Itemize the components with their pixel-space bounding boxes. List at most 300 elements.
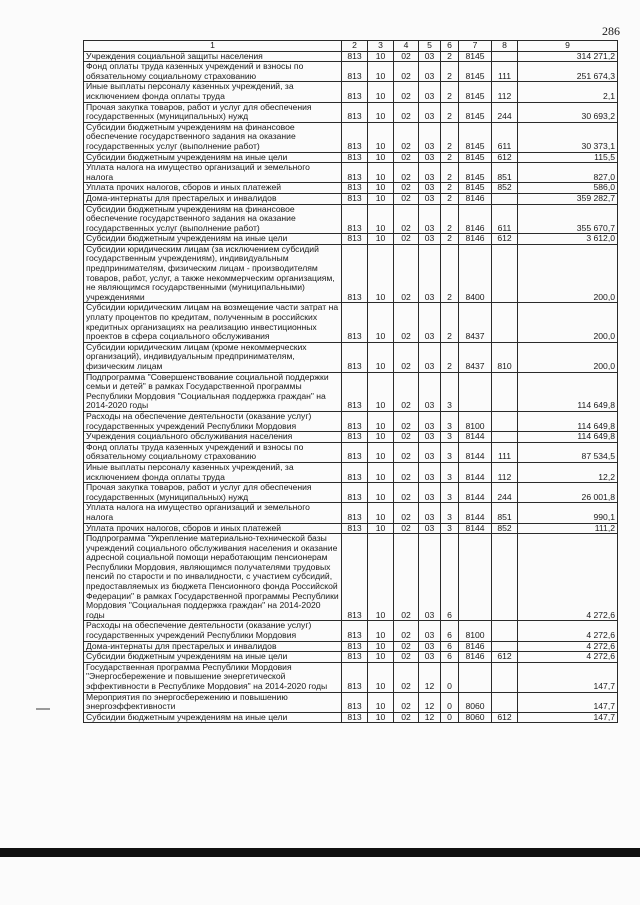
program-code: 03 <box>419 62 441 82</box>
admin-code: 813 <box>342 204 368 234</box>
subsection-code: 02 <box>394 183 419 194</box>
article-code: 8146 <box>459 204 492 234</box>
row-name: Государственная программа Республики Мордовия "Энергосбережение и повышение энергетической эффективности в Республике Мордовия" на 2014-2020 годы <box>84 662 342 692</box>
program-code: 03 <box>419 483 441 503</box>
article-code: 8437 <box>459 342 492 372</box>
table-header-row <box>84 41 618 52</box>
amount: 30 373,1 <box>518 122 618 152</box>
section-code: 10 <box>368 303 394 342</box>
row-name: Дома-интернаты для престарелых и инвалидов <box>84 193 342 204</box>
subprogram-code: 2 <box>441 303 459 342</box>
section-code: 10 <box>368 621 394 641</box>
subsection-code: 02 <box>394 534 419 621</box>
expense-type-code: 244 <box>492 102 518 122</box>
amount: 251 674,3 <box>518 62 618 82</box>
section-code: 10 <box>368 483 394 503</box>
subsection-code: 02 <box>394 303 419 342</box>
column-header-1: 1 <box>84 41 342 52</box>
section-code: 10 <box>368 152 394 163</box>
article-code: 8100 <box>459 411 492 431</box>
amount: 200,0 <box>518 244 618 303</box>
program-code: 03 <box>419 183 441 194</box>
admin-code: 813 <box>342 503 368 523</box>
subsection-code: 02 <box>394 204 419 234</box>
expense-type-code <box>492 692 518 712</box>
subsection-code: 02 <box>394 342 419 372</box>
article-code: 8144 <box>459 503 492 523</box>
section-code: 10 <box>368 102 394 122</box>
table-row <box>84 82 618 102</box>
subsection-code: 02 <box>394 692 419 712</box>
article-code: 8145 <box>459 122 492 152</box>
admin-code: 813 <box>342 621 368 641</box>
subsection-code: 02 <box>394 122 419 152</box>
table-row <box>84 523 618 534</box>
table-row <box>84 692 618 712</box>
row-name: Субсидии бюджетным учреждениям на иные цели <box>84 152 342 163</box>
row-name: Субсидии бюджетным учреждениям на иные цели <box>84 234 342 245</box>
subprogram-code: 2 <box>441 234 459 245</box>
expense-type-code: 612 <box>492 652 518 663</box>
amount: 12,2 <box>518 462 618 482</box>
column-header-2: 2 <box>342 41 368 52</box>
expense-type-code <box>492 662 518 692</box>
row-name: Фонд оплаты труда казенных учреждений и взносы по обязательному социальному страхованию <box>84 62 342 82</box>
amount: 114 649,8 <box>518 372 618 411</box>
admin-code: 813 <box>342 303 368 342</box>
subprogram-code: 0 <box>441 692 459 712</box>
subprogram-code: 0 <box>441 662 459 692</box>
admin-code: 813 <box>342 193 368 204</box>
section-code: 10 <box>368 411 394 431</box>
subsection-code: 02 <box>394 244 419 303</box>
program-code: 03 <box>419 503 441 523</box>
article-code <box>459 372 492 411</box>
subsection-code: 02 <box>394 102 419 122</box>
expense-type-code: 611 <box>492 122 518 152</box>
article-code: 8145 <box>459 62 492 82</box>
table-row <box>84 234 618 245</box>
article-code: 8146 <box>459 652 492 663</box>
row-name: Подпрограмма "Совершенствование социальной поддержки семьи и детей" в рамках Государственной программы Республики Мордовия "Социальная поддержка граждан" на 2014-2020 годы <box>84 372 342 411</box>
article-code: 8144 <box>459 442 492 462</box>
section-code: 10 <box>368 692 394 712</box>
article-code: 8437 <box>459 303 492 342</box>
amount: 4 272,6 <box>518 652 618 663</box>
article-code: 8145 <box>459 102 492 122</box>
expense-type-code: 612 <box>492 712 518 723</box>
expense-type-code: 851 <box>492 163 518 183</box>
program-code: 03 <box>419 244 441 303</box>
row-name: Учреждения социального обслуживания населения <box>84 432 342 443</box>
subprogram-code: 6 <box>441 652 459 663</box>
admin-code: 813 <box>342 244 368 303</box>
admin-code: 813 <box>342 102 368 122</box>
expense-type-code <box>492 411 518 431</box>
amount: 30 693,2 <box>518 102 618 122</box>
expense-type-code: 111 <box>492 442 518 462</box>
program-code: 03 <box>419 641 441 652</box>
table-row <box>84 652 618 663</box>
subprogram-code: 6 <box>441 641 459 652</box>
row-name: Субсидии юридическим лицам (кроме некоммерческих организаций), индивидуальным предпринимателям, физическим лицам <box>84 342 342 372</box>
section-code: 10 <box>368 641 394 652</box>
subprogram-code: 3 <box>441 442 459 462</box>
admin-code: 813 <box>342 442 368 462</box>
program-code: 03 <box>419 51 441 62</box>
subprogram-code: 3 <box>441 483 459 503</box>
subprogram-code: 2 <box>441 102 459 122</box>
table-row <box>84 372 618 411</box>
subsection-code: 02 <box>394 163 419 183</box>
amount: 200,0 <box>518 342 618 372</box>
expense-type-code: 612 <box>492 234 518 245</box>
section-code: 10 <box>368 462 394 482</box>
row-name: Дома-интернаты для престарелых и инвалидов <box>84 641 342 652</box>
amount: 114 649,8 <box>518 432 618 443</box>
amount: 4 272,6 <box>518 641 618 652</box>
article-code: 8145 <box>459 163 492 183</box>
program-code: 03 <box>419 342 441 372</box>
section-code: 10 <box>368 503 394 523</box>
row-name: Иные выплаты персоналу казенных учреждений, за исключением фонда оплаты труда <box>84 82 342 102</box>
expense-type-code: 810 <box>492 342 518 372</box>
page-number: 286 <box>602 24 620 38</box>
expense-type-code <box>492 534 518 621</box>
article-code: 8144 <box>459 523 492 534</box>
table-row <box>84 534 618 621</box>
subsection-code: 02 <box>394 432 419 443</box>
row-name: Уплата прочих налогов, сборов и иных платежей <box>84 183 342 194</box>
subsection-code: 02 <box>394 442 419 462</box>
expense-type-code: 852 <box>492 523 518 534</box>
expense-type-code <box>492 193 518 204</box>
section-code: 10 <box>368 163 394 183</box>
column-header-5: 5 <box>419 41 441 52</box>
program-code: 03 <box>419 152 441 163</box>
section-code: 10 <box>368 534 394 621</box>
amount: 355 670,7 <box>518 204 618 234</box>
column-header-3: 3 <box>368 41 394 52</box>
table-row <box>84 462 618 482</box>
expense-type-code <box>492 372 518 411</box>
expense-type-code <box>492 51 518 62</box>
subsection-code: 02 <box>394 411 419 431</box>
row-name: Прочая закупка товаров, работ и услуг для обеспечения государственных (муниципальных) нужд <box>84 102 342 122</box>
section-code: 10 <box>368 432 394 443</box>
section-code: 10 <box>368 62 394 82</box>
table-row <box>84 503 618 523</box>
expense-type-code <box>492 244 518 303</box>
table-row <box>84 442 618 462</box>
admin-code: 813 <box>342 432 368 443</box>
program-code: 03 <box>419 442 441 462</box>
amount: 200,0 <box>518 303 618 342</box>
admin-code: 813 <box>342 534 368 621</box>
row-name: Субсидии юридическим лицам (за исключением субсидий государственным учреждениям), индивидуальным предпринимателям, физическим лицам - производителям товаров, работ, услуг, а также некоммерческим организациям, не являющимся государственными (муниципальными) учреждениями <box>84 244 342 303</box>
admin-code: 813 <box>342 372 368 411</box>
article-code: 8145 <box>459 51 492 62</box>
table-row <box>84 641 618 652</box>
subsection-code: 02 <box>394 462 419 482</box>
subprogram-code: 3 <box>441 432 459 443</box>
column-header-6: 6 <box>441 41 459 52</box>
subprogram-code: 2 <box>441 82 459 102</box>
subsection-code: 02 <box>394 712 419 723</box>
admin-code: 813 <box>342 712 368 723</box>
program-code: 03 <box>419 432 441 443</box>
subprogram-code: 6 <box>441 534 459 621</box>
section-code: 10 <box>368 662 394 692</box>
section-code: 10 <box>368 244 394 303</box>
subprogram-code: 0 <box>441 712 459 723</box>
admin-code: 813 <box>342 652 368 663</box>
article-code: 8060 <box>459 712 492 723</box>
column-header-8: 8 <box>492 41 518 52</box>
table-row <box>84 152 618 163</box>
amount: 4 272,6 <box>518 621 618 641</box>
section-code: 10 <box>368 523 394 534</box>
article-code <box>459 662 492 692</box>
admin-code: 813 <box>342 342 368 372</box>
row-name: Субсидии юридическим лицам на возмещение части затрат на уплату процентов по кредитам, полученным в российских кредитных организациях на реализацию инвестиционных проектов в сфера социального обслуживания <box>84 303 342 342</box>
amount: 114 649,8 <box>518 411 618 431</box>
row-name: Субсидии бюджетным учреждениям на финансовое обеспечение государственного задания на оказание государственных услуг (выполнение работ) <box>84 204 342 234</box>
section-code: 10 <box>368 82 394 102</box>
subprogram-code: 2 <box>441 204 459 234</box>
admin-code: 813 <box>342 234 368 245</box>
subsection-code: 02 <box>394 483 419 503</box>
table-row <box>84 62 618 82</box>
article-code: 8144 <box>459 432 492 443</box>
admin-code: 813 <box>342 51 368 62</box>
program-code: 03 <box>419 303 441 342</box>
table-row <box>84 122 618 152</box>
row-name: Учреждения социальной защиты населения <box>84 51 342 62</box>
subsection-code: 02 <box>394 662 419 692</box>
table-row <box>84 193 618 204</box>
amount: 147,7 <box>518 662 618 692</box>
program-code: 03 <box>419 122 441 152</box>
scan-mark <box>36 708 50 710</box>
section-code: 10 <box>368 193 394 204</box>
amount: 3 612,0 <box>518 234 618 245</box>
row-name: Субсидии бюджетным учреждениям на иные цели <box>84 712 342 723</box>
table-row <box>84 183 618 194</box>
section-code: 10 <box>368 122 394 152</box>
amount: 314 271,2 <box>518 51 618 62</box>
subsection-code: 02 <box>394 652 419 663</box>
admin-code: 813 <box>342 662 368 692</box>
article-code: 8400 <box>459 244 492 303</box>
article-code: 8100 <box>459 621 492 641</box>
table-row <box>84 712 618 723</box>
table-body <box>84 51 618 723</box>
article-code: 8145 <box>459 82 492 102</box>
program-code: 03 <box>419 163 441 183</box>
column-header-9: 9 <box>518 41 618 52</box>
row-name: Подпрограмма "Укрепление материально-технической базы учреждений социального обслуживания населения и оказание адресной социальной помощи неработающим пенсионерам Республики Мордовия, являющимся получателями трудовых пенсий по старости и по инвалидности, с участием субсидий, предоставляемых из бюджета Пенсионного фонда Российской Федерации" в рамках Государственной программы Республики Мордовия "Социальная поддержка граждан" на 2014-2020 годы <box>84 534 342 621</box>
article-code: 8144 <box>459 462 492 482</box>
program-code: 03 <box>419 621 441 641</box>
subsection-code: 02 <box>394 621 419 641</box>
program-code: 12 <box>419 692 441 712</box>
subsection-code: 02 <box>394 523 419 534</box>
section-code: 10 <box>368 712 394 723</box>
admin-code: 813 <box>342 152 368 163</box>
amount: 26 001,8 <box>518 483 618 503</box>
subprogram-code: 2 <box>441 342 459 372</box>
subsection-code: 02 <box>394 503 419 523</box>
section-code: 10 <box>368 51 394 62</box>
article-code: 8146 <box>459 234 492 245</box>
expense-type-code <box>492 641 518 652</box>
row-name: Мероприятия по энергосбережению и повышению энергоэффективности <box>84 692 342 712</box>
column-header-4: 4 <box>394 41 419 52</box>
expense-type-code: 612 <box>492 152 518 163</box>
admin-code: 813 <box>342 692 368 712</box>
table-row <box>84 163 618 183</box>
row-name: Уплата прочих налогов, сборов и иных платежей <box>84 523 342 534</box>
amount: 87 534,5 <box>518 442 618 462</box>
expense-type-code: 112 <box>492 462 518 482</box>
article-code <box>459 534 492 621</box>
program-code: 03 <box>419 411 441 431</box>
budget-table <box>83 40 618 723</box>
subprogram-code: 2 <box>441 244 459 303</box>
article-code: 8145 <box>459 183 492 194</box>
row-name: Иные выплаты персоналу казенных учреждений, за исключением фонда оплаты труда <box>84 462 342 482</box>
admin-code: 813 <box>342 462 368 482</box>
expense-type-code: 111 <box>492 62 518 82</box>
subsection-code: 02 <box>394 152 419 163</box>
subprogram-code: 3 <box>441 462 459 482</box>
program-code: 03 <box>419 652 441 663</box>
program-code: 12 <box>419 662 441 692</box>
admin-code: 813 <box>342 82 368 102</box>
amount: 115,5 <box>518 152 618 163</box>
table-row <box>84 102 618 122</box>
program-code: 03 <box>419 102 441 122</box>
row-name: Расходы на обеспечение деятельности (оказание услуг) государственных учреждений Республики Мордовия <box>84 621 342 641</box>
article-code: 8146 <box>459 641 492 652</box>
table-row <box>84 303 618 342</box>
row-name: Уплата налога на имущество организаций и земельного налога <box>84 503 342 523</box>
section-code: 10 <box>368 342 394 372</box>
section-code: 10 <box>368 652 394 663</box>
subsection-code: 02 <box>394 82 419 102</box>
article-code: 8144 <box>459 483 492 503</box>
expense-type-code <box>492 303 518 342</box>
amount: 147,7 <box>518 692 618 712</box>
admin-code: 813 <box>342 122 368 152</box>
table-row <box>84 621 618 641</box>
amount: 827,0 <box>518 163 618 183</box>
expense-type-code <box>492 432 518 443</box>
amount: 4 272,6 <box>518 534 618 621</box>
program-code: 03 <box>419 82 441 102</box>
amount: 111,2 <box>518 523 618 534</box>
table-row <box>84 51 618 62</box>
table-row <box>84 483 618 503</box>
program-code: 03 <box>419 462 441 482</box>
expense-type-code: 112 <box>492 82 518 102</box>
expense-type-code: 852 <box>492 183 518 194</box>
table-row <box>84 432 618 443</box>
program-code: 03 <box>419 523 441 534</box>
program-code: 03 <box>419 204 441 234</box>
subprogram-code: 3 <box>441 503 459 523</box>
section-code: 10 <box>368 372 394 411</box>
amount: 2,1 <box>518 82 618 102</box>
row-name: Прочая закупка товаров, работ и услуг для обеспечения государственных (муниципальных) нужд <box>84 483 342 503</box>
section-code: 10 <box>368 183 394 194</box>
program-code: 03 <box>419 372 441 411</box>
section-code: 10 <box>368 442 394 462</box>
row-name: Субсидии бюджетным учреждениям на иные цели <box>84 652 342 663</box>
section-code: 10 <box>368 204 394 234</box>
program-code: 03 <box>419 193 441 204</box>
subprogram-code: 6 <box>441 621 459 641</box>
expense-type-code <box>492 621 518 641</box>
table-row <box>84 244 618 303</box>
amount: 586,0 <box>518 183 618 194</box>
row-name: Расходы на обеспечение деятельности (оказание услуг) государственных учреждений Республики Мордовия <box>84 411 342 431</box>
subsection-code: 02 <box>394 62 419 82</box>
article-code: 8060 <box>459 692 492 712</box>
row-name: Фонд оплаты труда казенных учреждений и взносы по обязательному социальному страхованию <box>84 442 342 462</box>
amount: 359 282,7 <box>518 193 618 204</box>
admin-code: 813 <box>342 163 368 183</box>
subprogram-code: 2 <box>441 152 459 163</box>
admin-code: 813 <box>342 411 368 431</box>
admin-code: 813 <box>342 62 368 82</box>
row-name: Субсидии бюджетным учреждениям на финансовое обеспечение государственного задания на оказание государственных услуг (выполнение работ) <box>84 122 342 152</box>
table-row <box>84 342 618 372</box>
subprogram-code: 2 <box>441 193 459 204</box>
subprogram-code: 3 <box>441 372 459 411</box>
subprogram-code: 2 <box>441 183 459 194</box>
admin-code: 813 <box>342 523 368 534</box>
subprogram-code: 2 <box>441 163 459 183</box>
subsection-code: 02 <box>394 51 419 62</box>
expense-type-code: 851 <box>492 503 518 523</box>
subprogram-code: 2 <box>441 51 459 62</box>
subsection-code: 02 <box>394 193 419 204</box>
expense-type-code: 611 <box>492 204 518 234</box>
column-header-7: 7 <box>459 41 492 52</box>
article-code: 8146 <box>459 193 492 204</box>
subsection-code: 02 <box>394 234 419 245</box>
page-bottom-bar <box>0 848 640 857</box>
admin-code: 813 <box>342 483 368 503</box>
program-code: 03 <box>419 234 441 245</box>
amount: 147,7 <box>518 712 618 723</box>
expense-type-code: 244 <box>492 483 518 503</box>
row-name: Уплата налога на имущество организаций и земельного налога <box>84 163 342 183</box>
program-code: 12 <box>419 712 441 723</box>
amount: 990,1 <box>518 503 618 523</box>
program-code: 03 <box>419 534 441 621</box>
subprogram-code: 3 <box>441 523 459 534</box>
table-row <box>84 662 618 692</box>
subprogram-code: 2 <box>441 62 459 82</box>
subprogram-code: 3 <box>441 411 459 431</box>
subsection-code: 02 <box>394 641 419 652</box>
admin-code: 813 <box>342 183 368 194</box>
subsection-code: 02 <box>394 372 419 411</box>
admin-code: 813 <box>342 641 368 652</box>
